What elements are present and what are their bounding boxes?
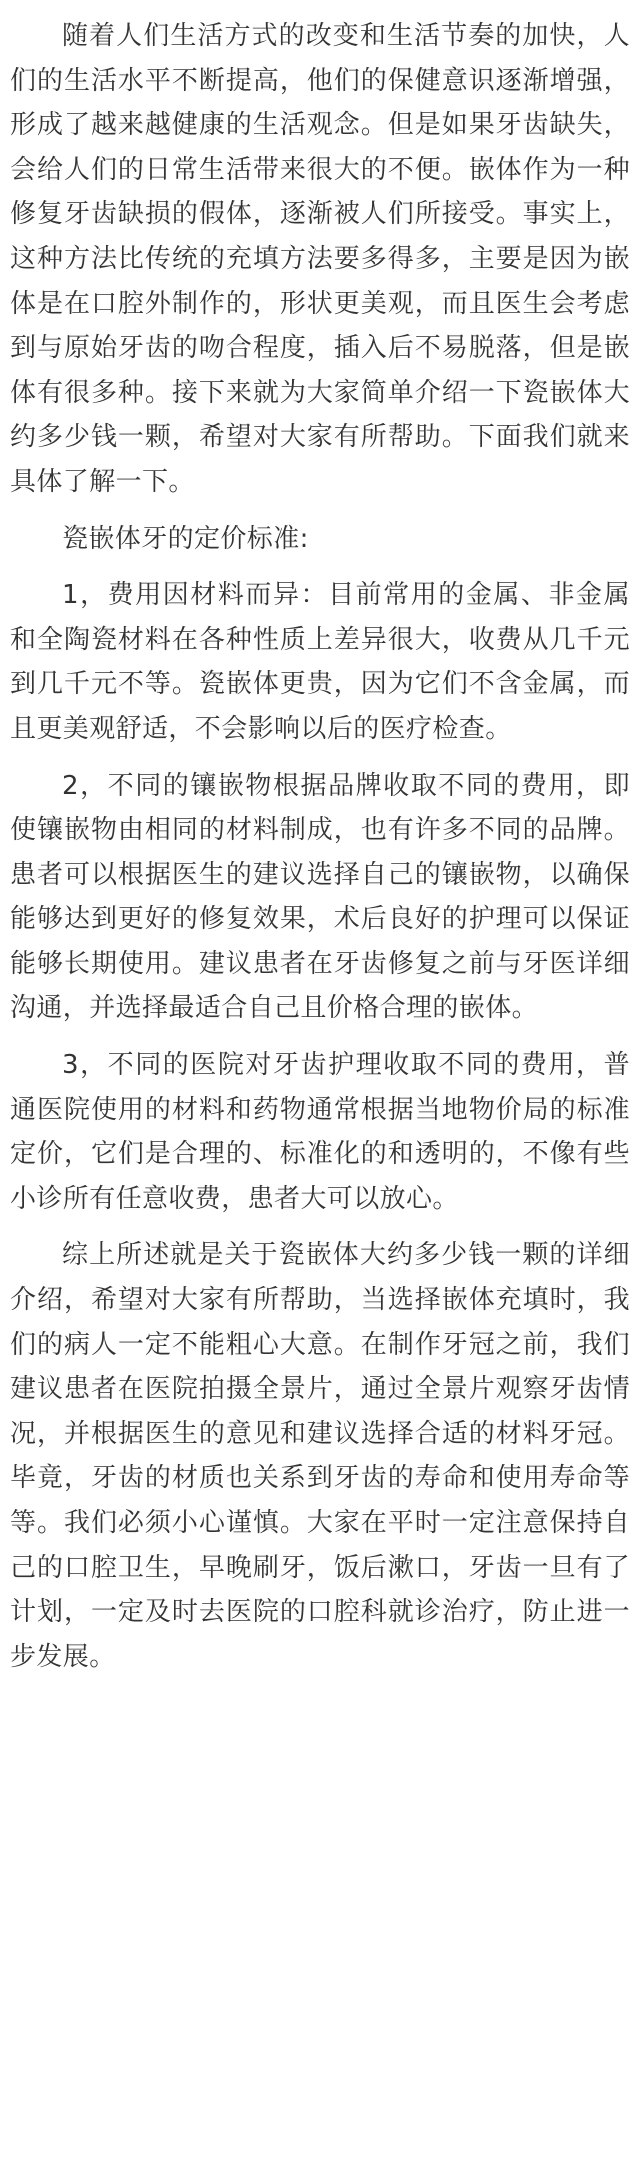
conclusion-paragraph: 综上所述就是关于瓷嵌体大约多少钱一颗的详细介绍，希望对大家有所帮助，当选择嵌体充填时，我们的病人一定不能粗心大意。在制作牙冠之前，我们建议患者在医院拍摄全景片，通过全景片观察牙齿情况，并根据医生的意见和建议选择合适的材料牙冠。毕竟，牙齿的材质也关系到牙齿的寿命和使用寿命等等。我们必须小心谨慎。大家在平时一定注意保持自己的口腔卫生，早晚刷牙，饭后漱口，牙齿一旦有了计划，一定及时去医院的口腔科就诊治疗，防止进一步发展。	[10, 1240, 630, 1672]
point-3-paragraph: 3，不同的医院对牙齿护理收取不同的费用，普通医院使用的材料和药物通常根据当地物价局的标准定价，它们是合理的、标准化的和透明的，不像有些小诊所有任意收费，患者大可以放心。	[10, 1050, 630, 1214]
point-1-paragraph: 1，费用因材料而异：目前常用的金属、非金属和全陶瓷材料在各种性质上差异很大，收费从几千元到几千元不等。瓷嵌体更贵，因为它们不含金属，而且更美观舒适，不会影响以后的医疗检查。	[10, 580, 630, 744]
section-heading: 瓷嵌体牙的定价标准:	[62, 523, 309, 554]
point-2-paragraph: 2，不同的镶嵌物根据品牌收取不同的费用，即使镶嵌物由相同的材料制成，也有许多不同的品牌。患者可以根据医生的建议选择自己的镶嵌物，以确保能够达到更好的修复效果，术后良好的护理可以保证能够长期使用。建议患者在牙齿修复之前与牙医详细沟通，并选择最适合自己且价格合理的嵌体。	[10, 770, 630, 1024]
intro-paragraph: 随着人们生活方式的改变和生活节奏的加快，人们的生活水平不断提高，他们的保健意识逐渐增强，形成了越来越健康的生活观念。但是如果牙齿缺失，会给人们的日常生活带来很大的不便。嵌体作为一种修复牙齿缺损的假体，逐渐被人们所接受。事实上，这种方法比传统的充填方法要多得多，主要是因为嵌体是在口腔外制作的，形状更美观，而且医生会考虑到与原始牙齿的吻合程度，插入后不易脱落，但是嵌体有很多种。接下来就为大家简单介绍一下瓷嵌体大约多少钱一颗，希望对大家有所帮助。下面我们就来具体了解一下。	[10, 21, 630, 497]
